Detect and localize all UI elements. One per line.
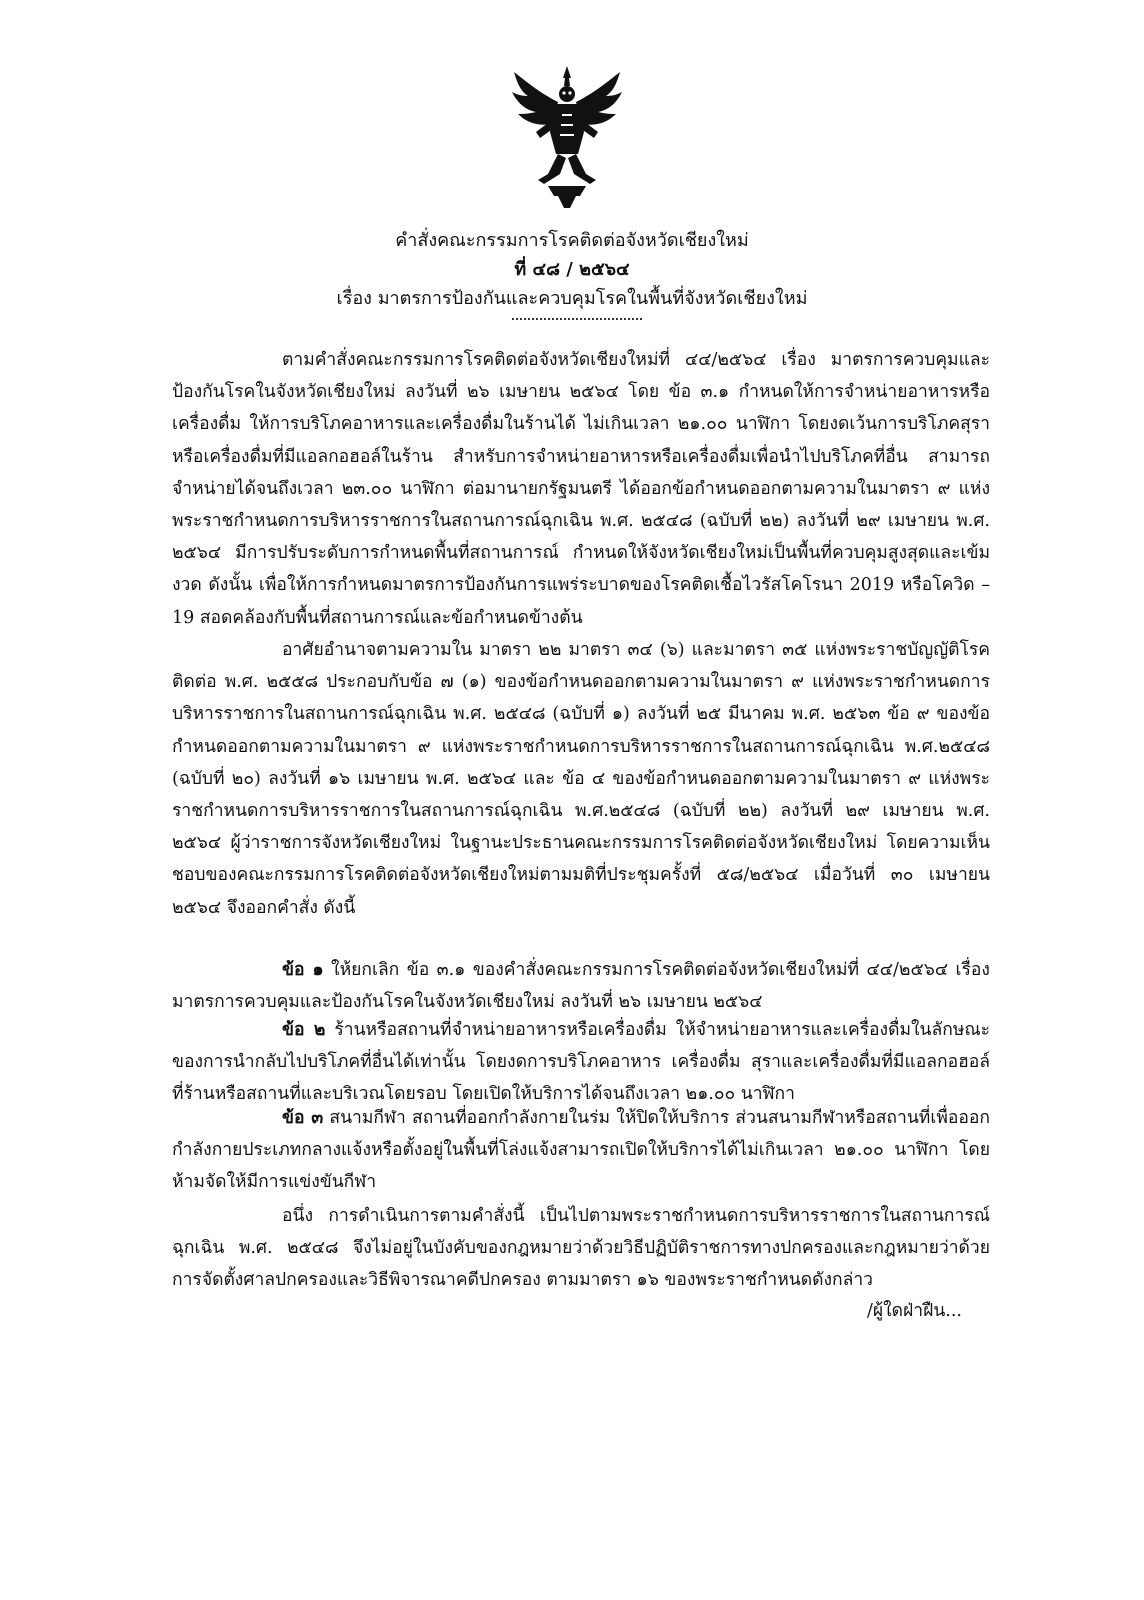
- order-title: คำสั่งคณะกรรมการโรคติดต่อจังหวัดเชียงใหม่: [395, 230, 749, 251]
- clause-label: ข้อ ๑: [282, 960, 324, 980]
- dotted-divider: [512, 318, 642, 320]
- clause-text: ร้านหรือสถานที่จำหน่ายอาหารหรือเครื่องดื่ม ให้จำหน่ายอาหารและเครื่องดื่มในลักษณะของการนำกลับไปบริโภคที่อื่นได้เท่านั้น โดยงดการบริโภคอาหาร เครื่องดื่ม สุราและเครื่องดื่มที่มีแอลกอฮอล์ ที่ร้านหรือสถานที่และบริเวณโดยรอบ โดยเปิดให้บริการได้จนถึงเวลา ๒๑.๐๐ นาฬิกา: [172, 1020, 990, 1105]
- paragraph-authority: [172, 634, 990, 924]
- paragraph-background: [172, 344, 990, 634]
- order-subject: เรื่อง มาตรการป้องกันและควบคุมโรคในพื้นที่จังหวัดเชียงใหม่: [336, 288, 808, 309]
- clause-label: ข้อ ๓: [282, 1108, 324, 1128]
- clause-1: [172, 954, 990, 1018]
- paragraph-text: อนึ่ง การดำเนินการตามคำสั่งนี้ เป็นไปตามพระราชกำหนดการบริหารราชการในสถานการณ์ฉุกเฉิน พ.ศ. ๒๕๔๘ จึงไม่อยู่ในบังคับของกฎหมายว่าด้วยวิธีปฏิบัติราชการทางปกครองและกฎหมายว่าด้วยการจัดตั้งศาลปกครองและวิธีพิจารณาคดีปกครอง ตามมาตรา ๑๖ ของพระราชกำหนดดังกล่าว: [172, 1206, 990, 1291]
- continuation-marker: /ผู้ใดฝ่าฝืน...: [866, 1301, 962, 1321]
- clause-label: ข้อ ๒: [282, 1020, 326, 1040]
- closing-paragraph: [172, 1200, 990, 1297]
- clause-3: [172, 1102, 990, 1199]
- paragraph-text: อาศัยอำนาจตามความใน มาตรา ๒๒ มาตรา ๓๔ (๖) และมาตรา ๓๕ แห่งพระราชบัญญัติโรคติดต่อ พ.ศ. ๒๕๕๘ ประกอบกับข้อ ๗ (๑) ของข้อกำหนดออกตามความในมาตรา ๙ แห่งพระราชกำหนดการบริหารราชการในสถานการณ์ฉุกเฉิน พ.ศ. ๒๕๔๘ (ฉบับที่ ๑) ลงวันที่ ๒๕ มีนาคม พ.ศ. ๒๕๖๓ ข้อ ๙ ของข้อกำหนดออกตามความในมาตรา ๙ แห่งพระราชกำหนดการบริหารราชการในสถานการณ์ฉุกเฉิน พ.ศ.๒๕๔๘ (ฉบับที่ ๒๐) ลงวันที่ ๑๖ เมษายน พ.ศ. ๒๕๖๔ และ ข้อ ๔ ของข้อกำหนดออกตามความในมาตรา ๙ แห่งพระราชกำหนดการบริหารราชการในสถานการณ์ฉุกเฉิน พ.ศ.๒๕๔๘ (ฉบับที่ ๒๒) ลงวันที่ ๒๙ เมษายน พ.ศ. ๒๕๖๔ ผู้ว่าราชการจังหวัดเชียงใหม่ ในฐานะประธานคณะกรรมการโรคติดต่อจังหวัดเชียงใหม่ โดยความเห็นชอบของคณะกรรมการโรคติดต่อจังหวัดเชียงใหม่ตามมติที่ประชุมครั้งที่ ๕๘/๒๕๖๔ เมื่อวันที่ ๓๐ เมษายน ๒๕๖๔ จึงออกคำสั่ง ดังนี้: [172, 640, 990, 918]
- clause-text: สนามกีฬา สถานที่ออกกำลังกายในร่ม ให้ปิดให้บริการ ส่วนสนามกีฬาหรือสถานที่เพื่อออกกำลังกายประเภทกลางแจ้งหรือตั้งอยู่ในพื้นที่โล่งแจ้งสามารถเปิดให้บริการได้ไม่เกินเวลา ๒๑.๐๐ นาฬิกา โดยห้ามจัดให้มีการแข่งขันกีฬา: [172, 1108, 990, 1193]
- clause-2: [172, 1014, 990, 1111]
- paragraph-text: ตามคำสั่งคณะกรรมการโรคติดต่อจังหวัดเชียงใหม่ที่ ๔๔/๒๕๖๔ เรื่อง มาตรการควบคุมและป้องกันโรคในจังหวัดเชียงใหม่ ลงวันที่ ๒๖ เมษายน ๒๕๖๔ โดย ข้อ ๓.๑ กำหนดให้การจำหน่ายอาหารหรือเครื่องดื่ม ให้การบริโภคอาหารและเครื่องดื่มในร้านได้ ไม่เกินเวลา ๒๑.๐๐ นาฬิกา โดยงดเว้นการบริโภคสุราหรือเครื่องดื่มที่มีแอลกอฮอล์ในร้าน สำหรับการจำหน่ายอาหารหรือเครื่องดื่มเพื่อนำไปบริโภคที่อื่น สามารถจำหน่ายได้จนถึงเวลา ๒๓.๐๐ นาฬิกา ต่อมานายกรัฐมนตรี ได้ออกข้อกำหนดออกตามความในมาตรา ๙ แห่งพระราชกำหนดการบริหารราชการในสถานการณ์ฉุกเฉิน พ.ศ. ๒๕๔๘ (ฉบับที่ ๒๒) ลงวันที่ ๒๙ เมษายน พ.ศ. ๒๕๖๔ มีการปรับระดับการกำหนดพื้นที่สถานการณ์ กำหนดให้จังหวัดเชียงใหม่เป็นพื้นที่ควบคุมสูงสุดและเข้มงวด ดังนั้น เพื่อให้การกำหนดมาตรการป้องกันการแพร่ระบาดของโรคติดเชื้อไวรัสโคโรนา 2019 หรือโควิด – 19 สอดคล้องกับพื้นที่สถานการณ์และข้อกำหนดข้างต้น: [172, 350, 990, 628]
- garuda-emblem-icon: [508, 62, 626, 212]
- clause-text: ให้ยกเลิก ข้อ ๓.๑ ของคำสั่งคณะกรรมการโรคติดต่อจังหวัดเชียงใหม่ที่ ๔๔/๒๕๖๔ เรื่อง มาตรการควบคุมและป้องกันโรคในจังหวัดเชียงใหม่ ลงวันที่ ๒๖ เมษายน ๒๕๖๔: [172, 960, 990, 1013]
- order-number: ที่ ๔๘ / ๒๕๖๔: [514, 259, 630, 280]
